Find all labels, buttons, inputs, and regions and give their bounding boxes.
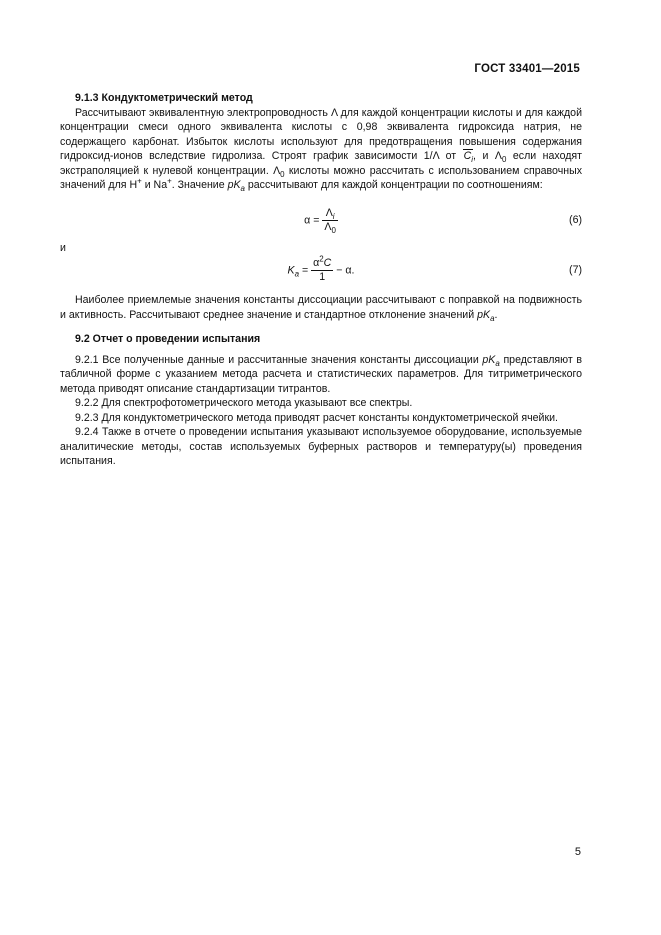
paragraph-9-2-4: 9.2.4 Также в отчете о проведении испытания указывают используемое оборудование, используемые аналитические методы, состав используемых буферных растворов и температуру(ы) проведения испытания. <box>60 426 582 467</box>
equation-6-label: (6) <box>569 213 582 226</box>
paragraph-9-2-1: 9.2.1 Все полученные данные и рассчитанные значения константы диссоциации $pK_a$ представляют в табличной форме с указанием метода расчета и статистических параметров. Для титриметрического метода приводят описание стандартизации титрантов. <box>60 353 582 395</box>
equation-7: $K_a$ = $\frac{\alpha^2C}{1}$ − α. (7) <box>287 254 582 283</box>
document-code: ГОСТ 33401—2015 <box>474 63 580 75</box>
conjunction-and: и <box>60 241 66 254</box>
equation-7-fraction: $\frac{\alpha^2C}{1}$ <box>313 254 332 283</box>
section-heading-9-1-3: 9.1.3 Кондуктометрический метод <box>75 92 253 104</box>
equation-6: α = $\frac{\Lambda_i}{\Lambda_0}$ (6) <box>304 206 582 235</box>
paragraph-conductometric-calc: Рассчитывают эквивалентную электропроводность Λ для каждой концентрации кислоты и для каждой концентрации смеси одного эквивалента кислоты с 0,98 эквивалента гидроксида натрия, не содержащего карбонат. Избыток кислоты используют для предотвращения повышения содержания гидроксид-ионов вследствие гидролиза. Строят график зависимости 1/Λ от $C_i$, и $\Lambda_0$ если находят экстраполяцией к нулевой концентрации. $\Lambda_0$ кислоты можно рассчитать с использованием справочных значений для H+ и Na+. Значение $pK_a$ рассчитывают для каждой концентрации по соотношениям: <box>60 106 583 194</box>
section-heading-9-2: 9.2 Отчет о проведении испытания <box>75 333 261 345</box>
page-number: 5 <box>574 846 581 858</box>
equation-7-label: (7) <box>569 264 582 276</box>
paragraph-dissociation-values: Наиболее приемлемые значения константы диссоциации рассчитывают с поправкой на подвижность и активность. Рассчитывают среднее значение и стандартное отклонение значений $pK_a$. <box>60 294 582 323</box>
paragraph-9-2-3: 9.2.3 Для кондуктометрического метода приводят расчет константы кондуктометрической ячейки. <box>75 411 558 424</box>
paragraph-9-2-2: 9.2.2 Для спектрофотометрического метода указывают все спектры. <box>75 397 413 409</box>
page-content <box>60 91 582 469</box>
sqrt-symbol: $C_i$ <box>463 150 474 165</box>
equation-6-fraction: $\frac{\Lambda_i}{\Lambda_0}$ <box>324 206 336 235</box>
